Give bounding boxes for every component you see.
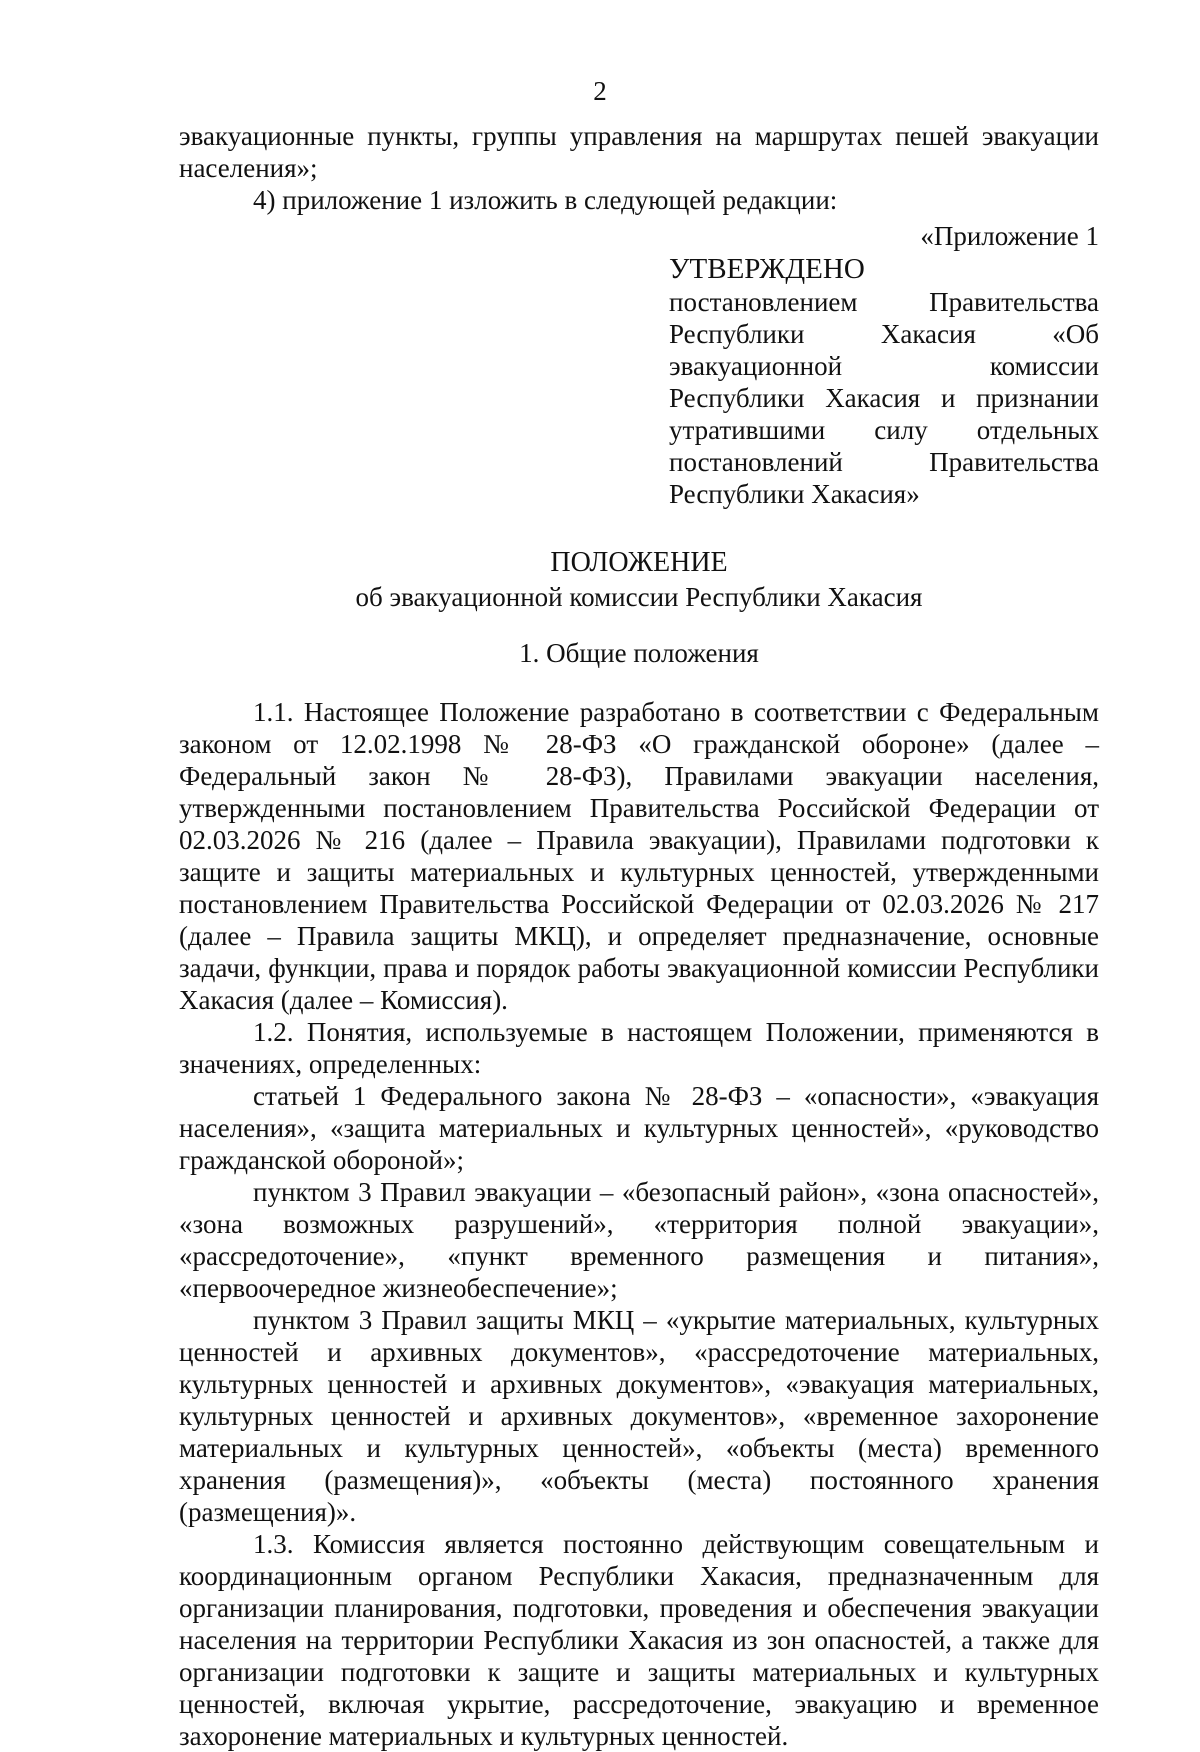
document-title: ПОЛОЖЕНИЕ xyxy=(550,547,728,578)
approval-block xyxy=(669,252,1099,510)
appendix-label: «Приложение 1 xyxy=(920,221,1099,251)
approval-heading: УТВЕРЖДЕНО xyxy=(669,253,865,285)
paragraph-definitions-evacuation-rules: пунктом 3 Правил эвакуации – «безопасный район», «зона опасностей», «зона возможных разрушений», «территория полной эвакуации», «рассредоточение», «пункт временного размещения и питания», «первоочередное жизнеобеспечение»; xyxy=(179,1177,1099,1303)
paragraph-1-1: 1.1. Настоящее Положение разработано в соответствии с Федеральным законом от 12.02.1998 № 28-ФЗ «О гражданской обороне» (далее – Федеральный закон № 28-ФЗ), Правилами эвакуации населения, утвержденными постановлением Правительства Российской Федерации от 02.03.2026 № 216 (далее – Правила эвакуации), Правилами подготовки к защите и защиты материальных и культурных ценностей, утвержденными постановлением Правительства Российской Федерации от 02.03.2026 № 217 (далее – Правила защиты МКЦ), и определяет предназначение, основные задачи, функции, права и порядок работы эвакуационной комиссии Республики Хакасия (далее – Комиссия). xyxy=(179,697,1099,1015)
page-number: 2 xyxy=(593,76,607,106)
paragraph-1-2: 1.2. Понятия, используемые в настоящем Положении, применяются в значениях, определенных: xyxy=(179,1017,1099,1079)
paragraph-definitions-law: статьей 1 Федерального закона № 28-ФЗ – «опасности», «эвакуация населения», «защита материальных и культурных ценностей», «руководство гражданской обороной»; xyxy=(179,1081,1099,1175)
paragraph-definitions-mkc-rules: пунктом 3 Правил защиты МКЦ – «укрытие материальных, культурных ценностей и архивных документов», «рассредоточение материальных, культурных ценностей и архивных документов», «эвакуация материальных, культурных ценностей и архивных документов», «временное захоронение материальных и культурных ценностей», «объекты (места) временного хранения (размещения)», «объекты (места) постоянного хранения (размещения)». xyxy=(179,1305,1099,1527)
section-title: 1. Общие положения xyxy=(519,638,759,668)
paragraph-1-3: 1.3. Комиссия является постоянно действующим совещательным и координационным органом Республики Хакасия, предназначенным для организации планирования, подготовки, проведения и обеспечения эвакуации населения на территории Республики Хакасия из зон опасностей, а также для организации подготовки к защите и защиты материальных и культурных ценностей, включая укрытие, рассредоточение, эвакуацию и временное захоронение материальных и культурных ценностей. xyxy=(179,1529,1099,1751)
approval-text: постановлением Правительства Республики Хакасия «Об эвакуационной комиссии Республики Хакасия и признании утратившими силу отдельных постановлений Правительства Республики Хакасия» xyxy=(669,287,1099,509)
document-body xyxy=(179,120,1099,1752)
paragraph-top-2: 4) приложение 1 изложить в следующей редакции: xyxy=(253,185,838,215)
paragraph-top-1: эвакуационные пункты, группы управления на маршрутах пешей эвакуации населения»; xyxy=(179,121,1099,183)
document-subtitle: об эвакуационной комиссии Республики Хакасия xyxy=(355,582,923,612)
